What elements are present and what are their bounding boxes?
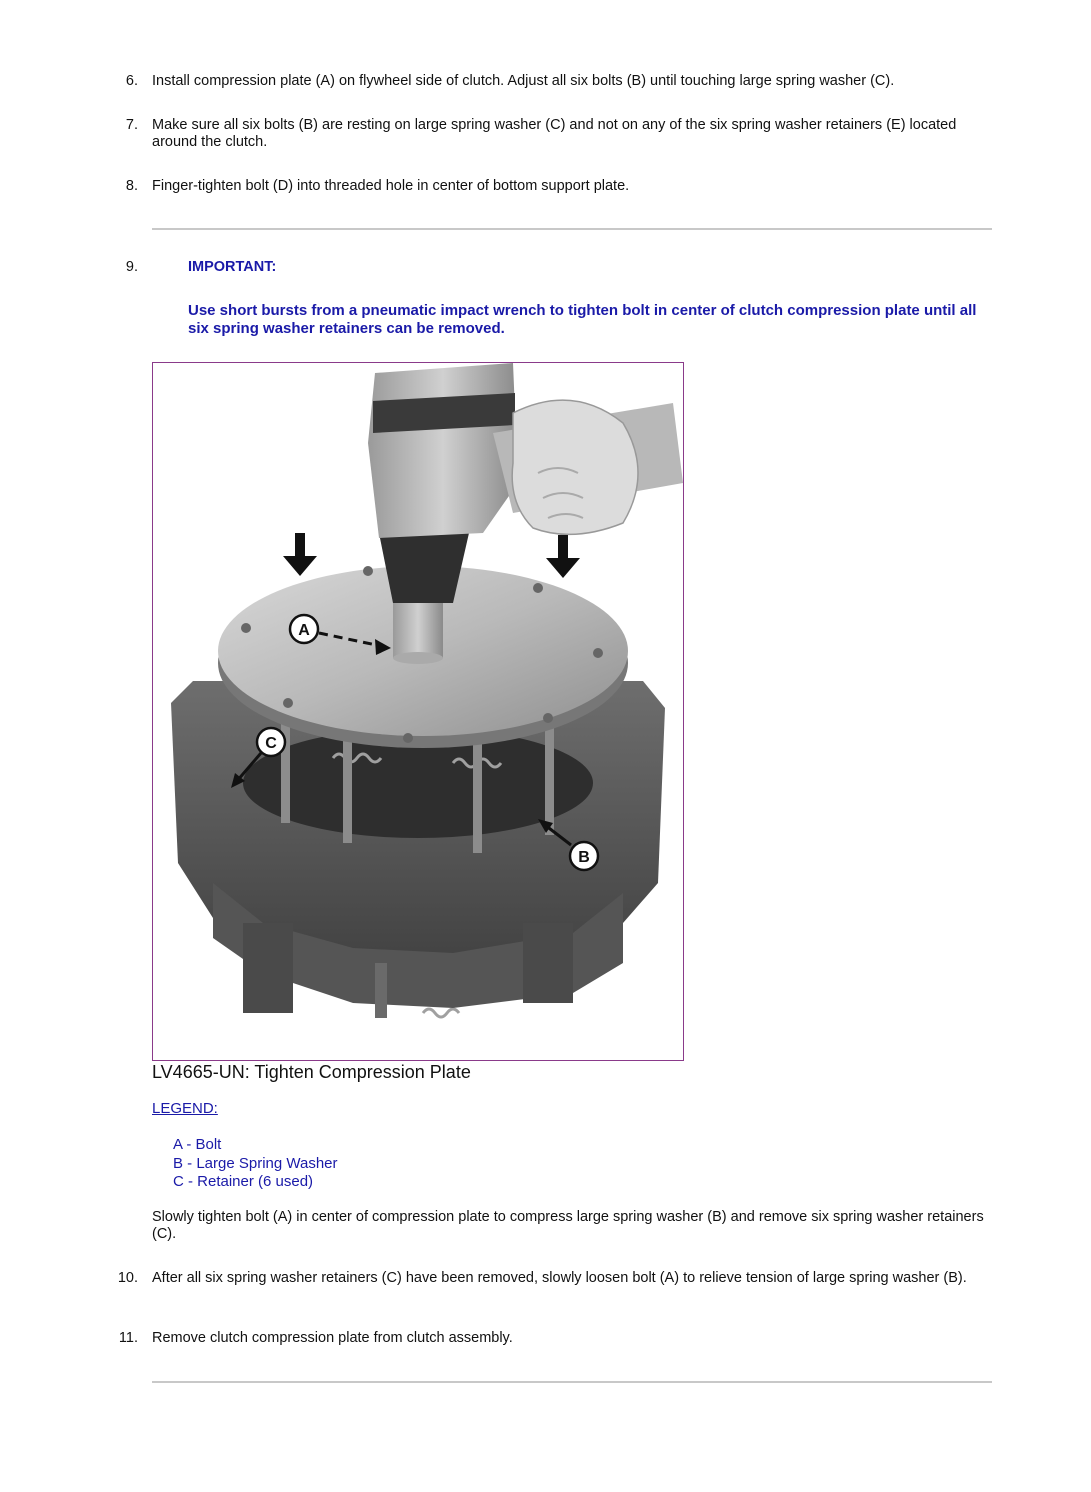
legend-title: LEGEND: [152,1100,218,1117]
step-number: 11. [118,1330,138,1346]
section-divider [152,228,992,230]
legend-item: A - Bolt [173,1136,222,1153]
step-text: Finger-tighten bolt (D) into threaded hole in center of bottom support plate. [152,178,630,194]
important-label: IMPORTANT: [188,259,277,275]
legend-item: B - Large Spring Washer [173,1154,338,1172]
step-number: 8. [125,178,138,194]
step-text: Install compression plate (A) on flywheel side of clutch. Adjust all six bolts (B) until touching large spring washer (C). [152,73,895,89]
impact-wrench [368,363,518,538]
figure-photo [152,362,684,1061]
step-number: 7. [125,117,138,133]
legend-item: C - Retainer (6 used) [173,1173,314,1190]
step-text: Remove clutch compression plate from clutch assembly. [152,1330,513,1346]
step-number: 6. [125,73,138,89]
step-text: After all six spring washer retainers (C) have been removed, slowly loosen bolt (A) to relieve tension of large spring washer (B). [152,1270,967,1286]
important-text: Use short bursts from a pneumatic impact wrench to tighten bolt in center of clutch compression plate until all six spring washer retainers can be removed. [188,302,977,337]
step-number: 9. [125,259,138,275]
figure-note: Slowly tighten bolt (A) in center of compression plate to compress large spring washer (B) and remove six spring washer retainers (C). [152,1209,984,1242]
legend-list [173,1136,338,1192]
callout-a-label: A [298,622,310,639]
figure-caption: LV4665-UN: Tighten Compression Plate [152,1062,471,1082]
section-divider [152,1381,992,1383]
step-number: 10. [117,1270,138,1286]
clutch-illustration [153,363,683,1060]
callout-b-label: B [578,849,590,866]
step-text: Make sure all six bolts (B) are resting on large spring washer (C) and not on any of the six spring washer retainers (E) located around the clutch. [152,117,957,150]
callout-c-label: C [265,735,277,752]
